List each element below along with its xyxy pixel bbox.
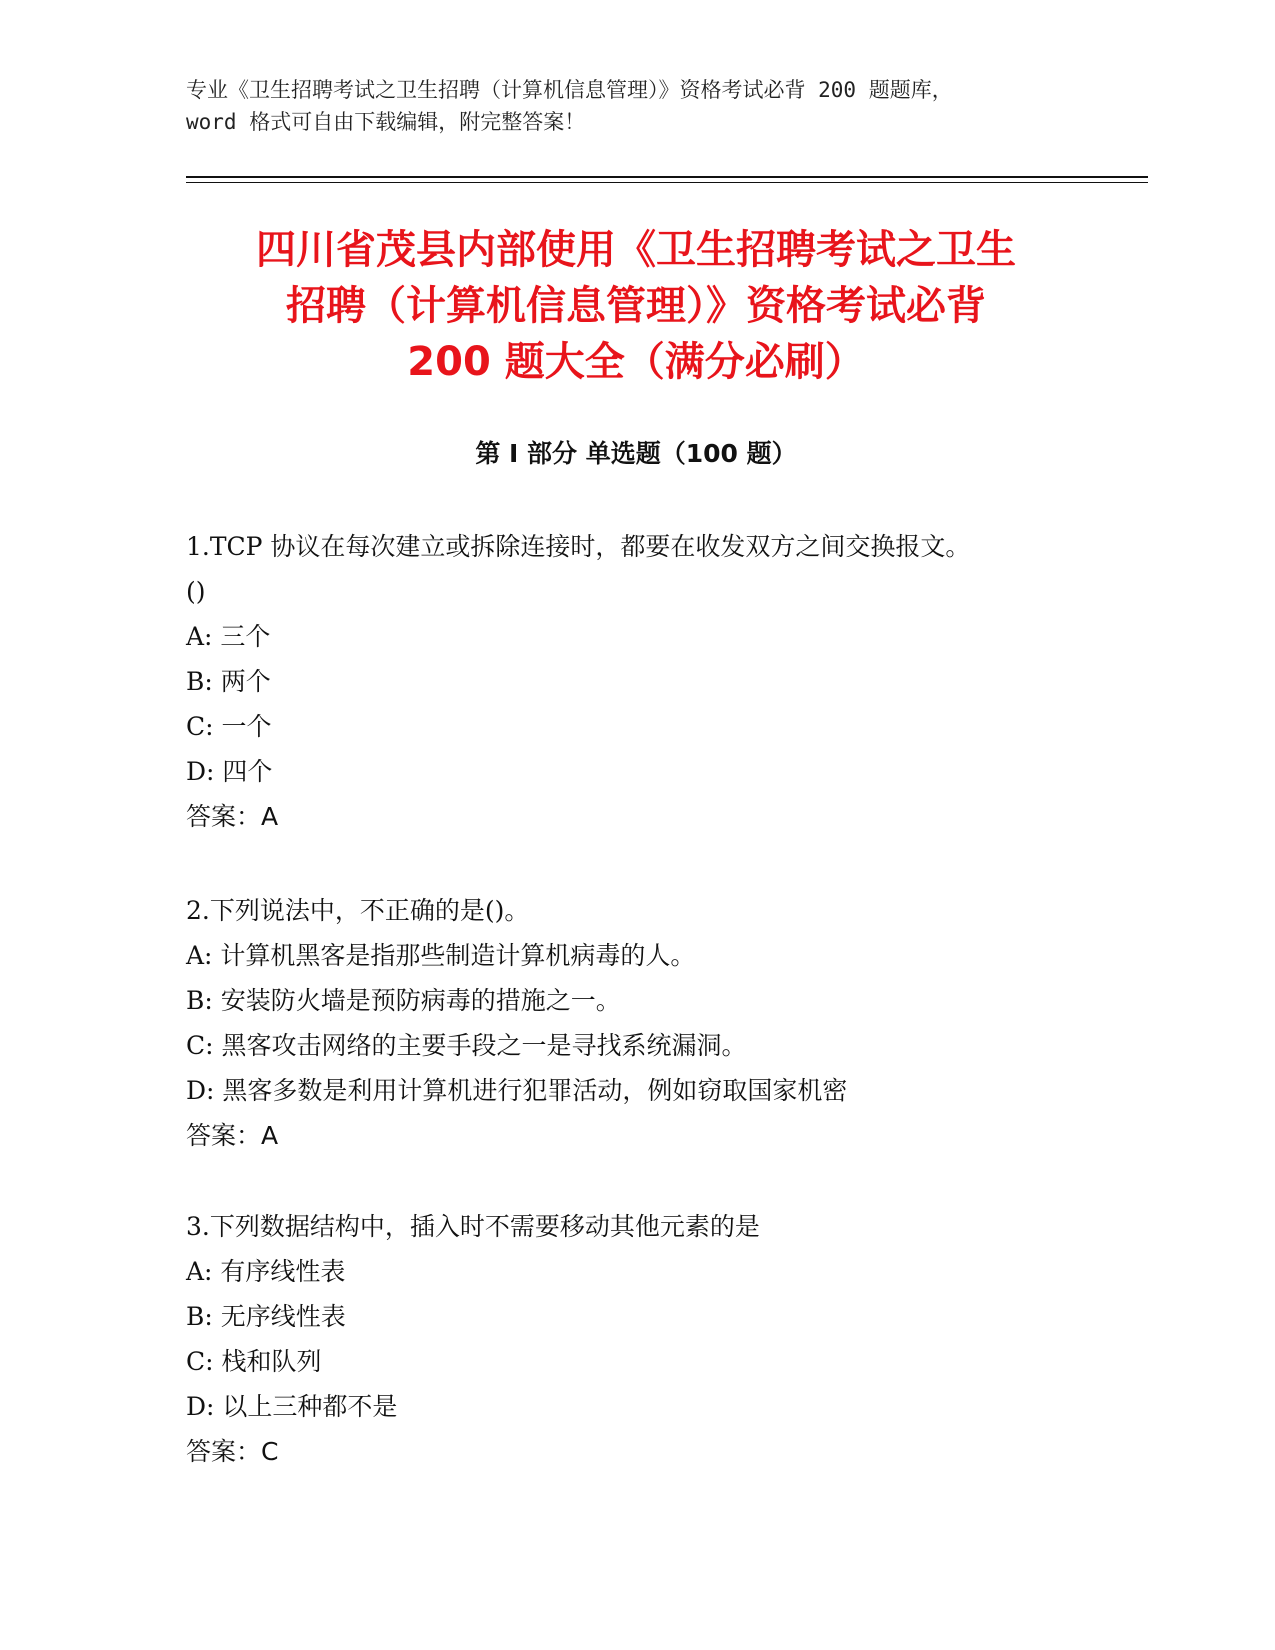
option-d: D: 黑客多数是利用计算机进行犯罪活动，例如窃取国家机密: [186, 1076, 848, 1105]
option-a: A: 计算机黑客是指那些制造计算机病毒的人。: [186, 941, 696, 970]
option-a: A: 三个: [186, 622, 271, 651]
question-stem-continuation: (): [186, 577, 206, 606]
option-c: C: 黑客攻击网络的主要手段之一是寻找系统漏洞。: [186, 1031, 747, 1060]
option-b: B: 两个: [186, 667, 271, 696]
header-note-line-2: word 格式可自由下载编辑，附完整答案！: [186, 110, 586, 134]
section-heading: 第 I 部分 单选题（100 题）: [475, 439, 797, 468]
document-title-line-1: 四川省茂县内部使用《卫生招聘考试之卫生: [256, 227, 1016, 273]
option-a: A: 有序线性表: [186, 1257, 346, 1286]
option-d: D: 四个: [186, 757, 273, 786]
question-3: [186, 1204, 1106, 1474]
question-1: [186, 524, 1106, 839]
option-b: B: 安装防火墙是预防病毒的措施之一。: [186, 986, 621, 1015]
document-title-line-2: 招聘（计算机信息管理）》资格考试必背: [286, 283, 986, 329]
answer: 答案：C: [186, 1437, 279, 1466]
question-2: [186, 888, 1106, 1158]
header-divider-thick: [186, 176, 1148, 178]
option-b: B: 无序线性表: [186, 1302, 346, 1331]
header-divider-thin: [186, 182, 1148, 183]
question-stem: 1.TCP 协议在每次建立或拆除连接时，都要在收发双方之间交换报文。: [186, 532, 971, 561]
answer: 答案：A: [186, 1121, 279, 1150]
question-stem: 3.下列数据结构中，插入时不需要移动其他元素的是: [186, 1212, 760, 1241]
option-d: D: 以上三种都不是: [186, 1392, 398, 1421]
header-note: [186, 74, 1086, 138]
document-title-line-3: 200 题大全（满分必刷）: [407, 339, 865, 385]
document-title: [186, 222, 1086, 390]
question-stem: 2.下列说法中，不正确的是()。: [186, 896, 530, 925]
header-note-line-1: 专业《卫生招聘考试之卫生招聘（计算机信息管理）》资格考试必背 200 题题库，: [186, 78, 953, 102]
answer: 答案：A: [186, 802, 279, 831]
option-c: C: 一个: [186, 712, 272, 741]
option-c: C: 栈和队列: [186, 1347, 322, 1376]
